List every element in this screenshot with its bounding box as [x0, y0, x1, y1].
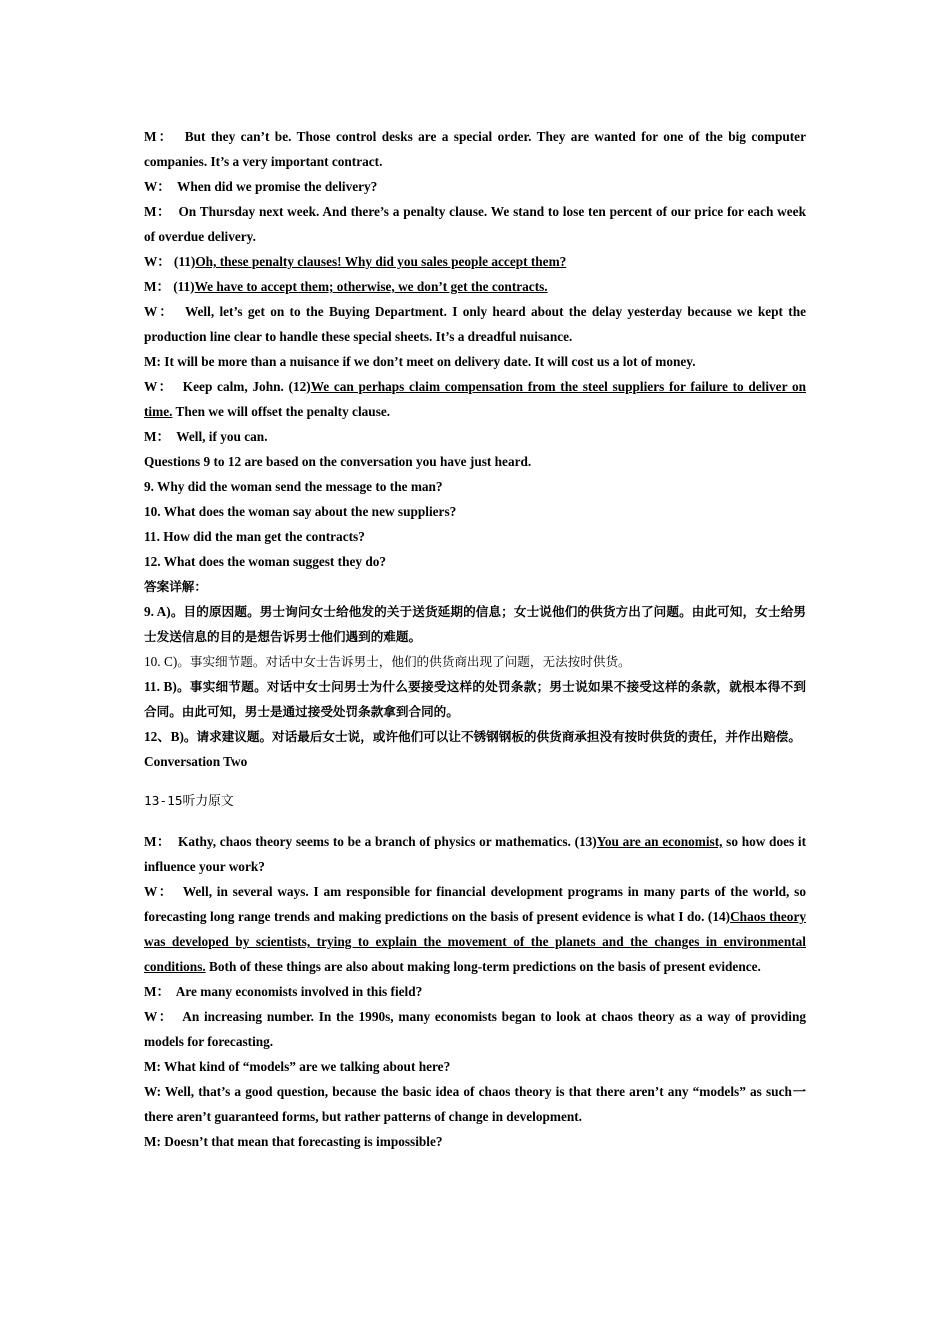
- question-9: 9. Why did the woman send the message to the man?: [144, 479, 443, 494]
- underlined-answer: We have to accept them; otherwise, we don’t get the contracts.: [194, 279, 548, 294]
- dialogue-line: M： (11)We have to accept them; otherwise, we don’t get the contracts.: [144, 279, 548, 294]
- underlined-answer: We can perhaps claim compensation from the steel suppliers for failure to deliver on time.: [144, 379, 806, 419]
- answer-12: 12、B)。请求建议题。对话最后女士说，或许他们可以让不锈钢钢板的供货商承担没有按时供货的责任，并作出赔偿。: [144, 729, 801, 744]
- dialogue-line: M: What kind of “models” are we talking about here?: [144, 1059, 451, 1074]
- dialogue-line: M： Kathy, chaos theory seems to be a branch of physics or mathematics. (13)You are an economist, so how does it influence your work?: [144, 834, 806, 874]
- answers-title: 答案详解：: [144, 579, 207, 594]
- answer-11: 11. B)。事实细节题。对话中女士问男士为什么要接受这样的处罚条款；男士说如果不接受这样的条款，就根本得不到合同。由此可知，男士是通过接受处罚条款拿到合同的。: [144, 679, 807, 719]
- dialogue-line: M： But they can’t be. Those control desks are a special order. They are wanted for one of the big computer companies. It’s a very important contract.: [144, 129, 806, 169]
- answer-9: 9. A)。目的原因题。男士询问女士给他发的关于送货延期的信息；女士说他们的供货方出了问题。由此可知，女士给男士发送信息的目的是想告诉男士他们遇到的难题。: [144, 604, 807, 644]
- underlined-answer: You are an economist,: [596, 834, 723, 849]
- question-11: 11. How did the man get the contracts?: [144, 529, 365, 544]
- dialogue-line: M: It will be more than a nuisance if we don’t meet on delivery date. It will cost us a lot of money.: [144, 354, 696, 369]
- question-12: 12. What does the woman suggest they do?: [144, 554, 387, 569]
- question-10: 10. What does the woman say about the new suppliers?: [144, 504, 457, 519]
- questions-intro: Questions 9 to 12 are based on the conversation you have just heard.: [144, 454, 532, 469]
- dialogue-line: M： Are many economists involved in this field?: [144, 984, 423, 999]
- conversation-two-title: Conversation Two: [144, 754, 248, 769]
- answer-10: 10. C)。事实细节题。对话中女士告诉男士，他们的供货商出现了问题，无法按时供货。: [144, 654, 631, 669]
- dialogue-line: W: Well, that’s a good question, because the basic idea of chaos theory is that there aren’t any “models” as such一 there aren’t guaranteed forms, but rather patterns of change in development.: [144, 1084, 806, 1124]
- dialogue-line: W： Keep calm, John. (12)We can perhaps claim compensation from the steel suppliers for failure to deliver on time. Then we will offset the penalty clause.: [144, 379, 806, 419]
- dialogue-line: W： Well, let’s get on to the Buying Department. I only heard about the delay yesterday because we kept the production line clear to handle these special sheets. It’s a dreadful nuisance.: [144, 304, 806, 344]
- transcript-subtitle: 13-15听力原文: [144, 794, 234, 809]
- underlined-answer: Oh, these penalty clauses! Why did you sales people accept them?: [195, 254, 567, 269]
- dialogue-line: W： An increasing number. In the 1990s, many economists began to look at chaos theory as a way of providing models for forecasting.: [144, 1009, 807, 1049]
- document-page: [144, 124, 806, 1154]
- dialogue-line: M： Well, if you can.: [144, 429, 268, 444]
- dialogue-line: W： (11)Oh, these penalty clauses! Why did you sales people accept them?: [144, 254, 567, 269]
- dialogue-line: W： Well, in several ways. I am responsible for financial development programs in many parts of the world, so forecasting long range trends and making predictions on the basis of present evidence is what I do. (14)Chaos theory was developed by scientists, trying to explain the movement of the planets and the changes in environmental conditions. Both of these things are also about making long-term predictions on the basis of present evidence.: [144, 884, 806, 974]
- underlined-answer: Chaos theory was developed by scientists, trying to explain the movement of the planets and the changes in environmental conditions.: [144, 909, 806, 974]
- dialogue-line: W： When did we promise the delivery?: [144, 179, 378, 194]
- dialogue-line: M： On Thursday next week. And there’s a penalty clause. We stand to lose ten percent of our price for each week of overdue delivery.: [144, 204, 806, 244]
- dialogue-line: M: Doesn’t that mean that forecasting is impossible?: [144, 1134, 443, 1149]
